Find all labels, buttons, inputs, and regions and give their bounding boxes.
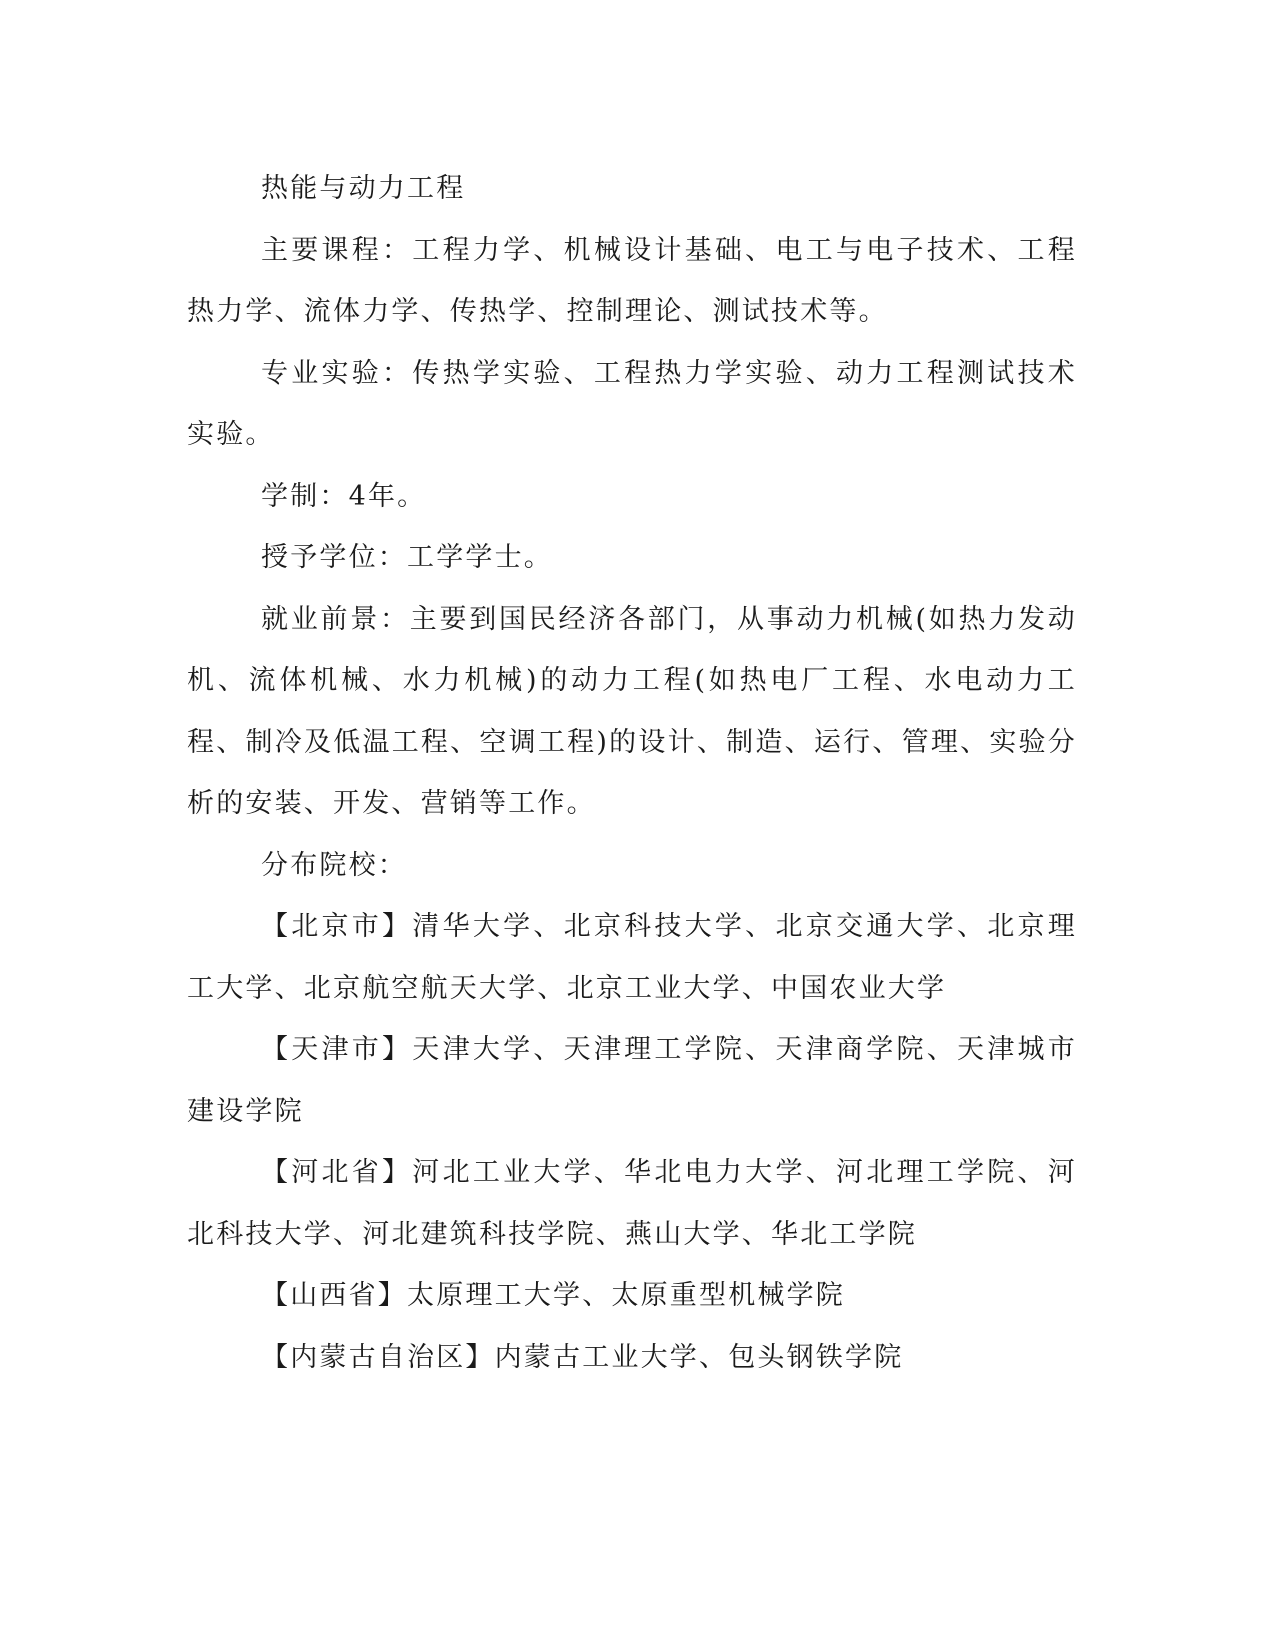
duration-paragraph: 学制：4年。 — [261, 480, 427, 512]
main-courses-paragraph: 主要课程：工程力学、机械设计基础、电工与电子技术、工程热力学、流体力学、传热学、控制理论、测试技术等。 — [187, 234, 1077, 327]
document-body — [187, 158, 1077, 1388]
experiments-paragraph: 专业实验：传热学实验、工程热力学实验、动力工程测试技术实验。 — [187, 357, 1077, 450]
schools-inner-mongolia: 【内蒙古自治区】内蒙古工业大学、包头钢铁学院 — [261, 1341, 904, 1373]
major-title: 热能与动力工程 — [261, 173, 466, 204]
schools-tianjin: 【天津市】天津大学、天津理工学院、天津商学院、天津城市建设学院 — [187, 1034, 1077, 1127]
schools-hebei: 【河北省】河北工业大学、华北电力大学、河北理工学院、河北科技大学、河北建筑科技学院、燕山大学、华北工学院 — [187, 1157, 1077, 1250]
schools-beijing: 【北京市】清华大学、北京科技大学、北京交通大学、北京理工大学、北京航空航天大学、北京工业大学、中国农业大学 — [187, 911, 1077, 1004]
degree-paragraph: 授予学位：工学学士。 — [261, 542, 553, 573]
schools-heading: 分布院校： — [261, 849, 407, 881]
employment-paragraph: 就业前景：主要到国民经济各部门，从事动力机械(如热力发动机、流体机械、水力机械)的动力工程(如热电厂工程、水电动力工程、制冷及低温工程、空调工程)的设计、制造、运行、管理、实验分析的安装、开发、营销等工作。 — [187, 603, 1077, 819]
schools-shanxi: 【山西省】太原理工大学、太原重型机械学院 — [261, 1280, 845, 1311]
